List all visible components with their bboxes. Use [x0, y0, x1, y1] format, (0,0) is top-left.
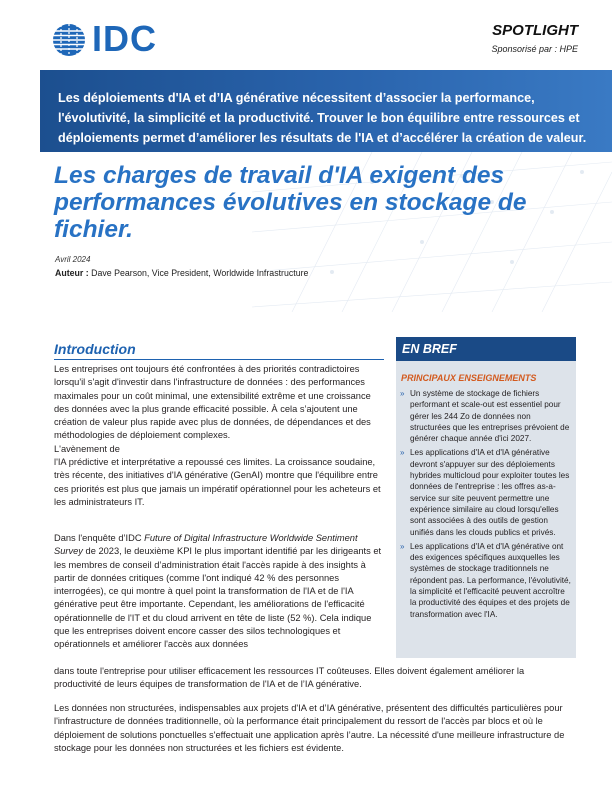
- publication-date: Avril 2024: [55, 255, 91, 264]
- key-findings-list: [400, 388, 572, 623]
- summary-text: Les déploiements d'IA et d’IA générative nécessitent d’associer la performance, l'évolutivité, la simplicité et la productivité. Trouver le bon équilibre entre ressources et déploiements permet d’améliorer les résultats de l'IA et d’accélérer la création de valeur.: [58, 91, 587, 145]
- bullet-icon: »: [400, 389, 405, 398]
- bullet-icon: »: [400, 448, 405, 458]
- spotlight-label: SPOTLIGHT: [492, 22, 578, 39]
- intro-paragraph-2: [54, 532, 386, 652]
- intro-paragraph-3: Les données non structurées, indispensables aux projets d'IA et d’IA générative, présentent des difficultés particulières pour l'infrastructure de données traditionnelle, où la performance était principalement du ressort de l'accès par blocs et où le déploiement de solutions ponctuelles s'effectuait une application après l’autre. La nécessité d'une meilleure infrastructure de stockage pour les données non structurées et les fichiers est évidente.: [54, 703, 565, 753]
- intro-p1-text: Les entreprises ont toujours été confrontées à des priorités contradictoires lorsqu'il s'agit d'investir dans l'infrastructure de données : des performances maximales pour un coût minimal, une extensibilité extrême et une croissance des données avec la plus grande efficacité possible. À cela s’ajoutent une création de valeur plus rapide avec plus de données, de dépendances et des méthodologies de déploiement complexes.: [54, 364, 371, 441]
- idc-logo: [52, 20, 168, 60]
- finding-text: Les applications d'IA et d'IA générative devront s'appuyer sur des déploiements hybrides multicloud pour exploiter toutes les données de l'entreprise : les offres as-a-service sur site peuvent permettre une expérience similaire au cloud lorsqu'elles sont associées à des outils de gestion unifiés dans les clouds publics et privés.: [410, 448, 570, 537]
- author-line: [55, 268, 308, 278]
- survey-title: Future of Digital Infrastructure Worldwide Sentiment Survey: [54, 533, 358, 557]
- title-section: [40, 152, 612, 312]
- en-bref-sidebar: [396, 337, 576, 658]
- author-name: Dave Pearson, Vice President, Worldwide Infrastructure: [88, 268, 309, 278]
- list-item: [400, 541, 572, 620]
- sidebar-header: [396, 337, 576, 361]
- sponsor-label: Sponsorisé par : HPE: [491, 44, 578, 54]
- intro-p1-continued: l'IA prédictive et interprétative a repoussé ces limites. La croissance soudaine, très récente, des initiatives d'IA générative (GenAI) montre que l'équilibre entre ces priorités est plus que jamais un impératif opérationnel pour les acheteurs et les administrateurs IT.: [54, 457, 381, 507]
- sidebar-title: EN BREF: [402, 342, 457, 356]
- introduction-heading: Introduction: [54, 341, 136, 357]
- list-item: [400, 447, 572, 537]
- sidebar-subheading: PRINCIPAUX ENSEIGNEMENTS: [401, 373, 537, 383]
- intro-paragraph-1: [54, 363, 386, 509]
- intro-paragraph-2-continued: dans toute l'entreprise pour utiliser efficacement les ressources IT coûteuses. Elles doivent également améliorer la productivité de leurs équipes de transformation de l'IA et de l’IA générative.: [54, 666, 525, 690]
- intro-p2-pre: Dans l'enquête d’IDC: [54, 533, 145, 543]
- finding-text: Un système de stockage de fichiers performant et scale-out est essentiel pour gérer les 244 Zo de données non structurées que les entreprises prévoient de générer chaque année d'ici 2027.: [410, 389, 570, 444]
- finding-text: Les applications d'IA et d'IA générative ont des exigences spécifiques auxquelles les systèmes de stockage traditionnels ne répondent pas. La performance, l'évolutivité, la simplicité et l'efficacité peuvent accroître la productivité des équipes et des projets de transformation avec l'IA.: [410, 541, 571, 619]
- author-label: Auteur :: [55, 268, 89, 278]
- list-item: [400, 388, 572, 444]
- bullet-icon: »: [400, 541, 405, 551]
- logo-text: IDC: [92, 18, 157, 59]
- document-type: [491, 22, 578, 55]
- heading-divider: [54, 359, 384, 360]
- article-title: Les charges de travail d'IA exigent des performances évolutives en stockage de fichier.: [54, 162, 527, 243]
- summary-band: [40, 70, 612, 152]
- intro-p1-line: L'avènement de: [54, 443, 120, 454]
- idc-globe-icon: [52, 23, 86, 57]
- intro-p2-post: de 2023, le deuxième KPI le plus important identifié par les dirigeants et les membres de conseil d’administration était l'accès rapide à des insights à partir de données critiques (comme l'ont indiqué 42 % des personnes interrogées), ce qui montre à quel point la transformation de l'IA et de l'IA générative peut être importante. Cependant, les améliorations de l'efficacité opérationnelle de l'IT et du cloud arrivent en tête de liste (52 %). Cela indique que les entreprises doivent encore casser des silos technologiques et opérationnels et améliorer l'accès aux données: [54, 546, 382, 650]
